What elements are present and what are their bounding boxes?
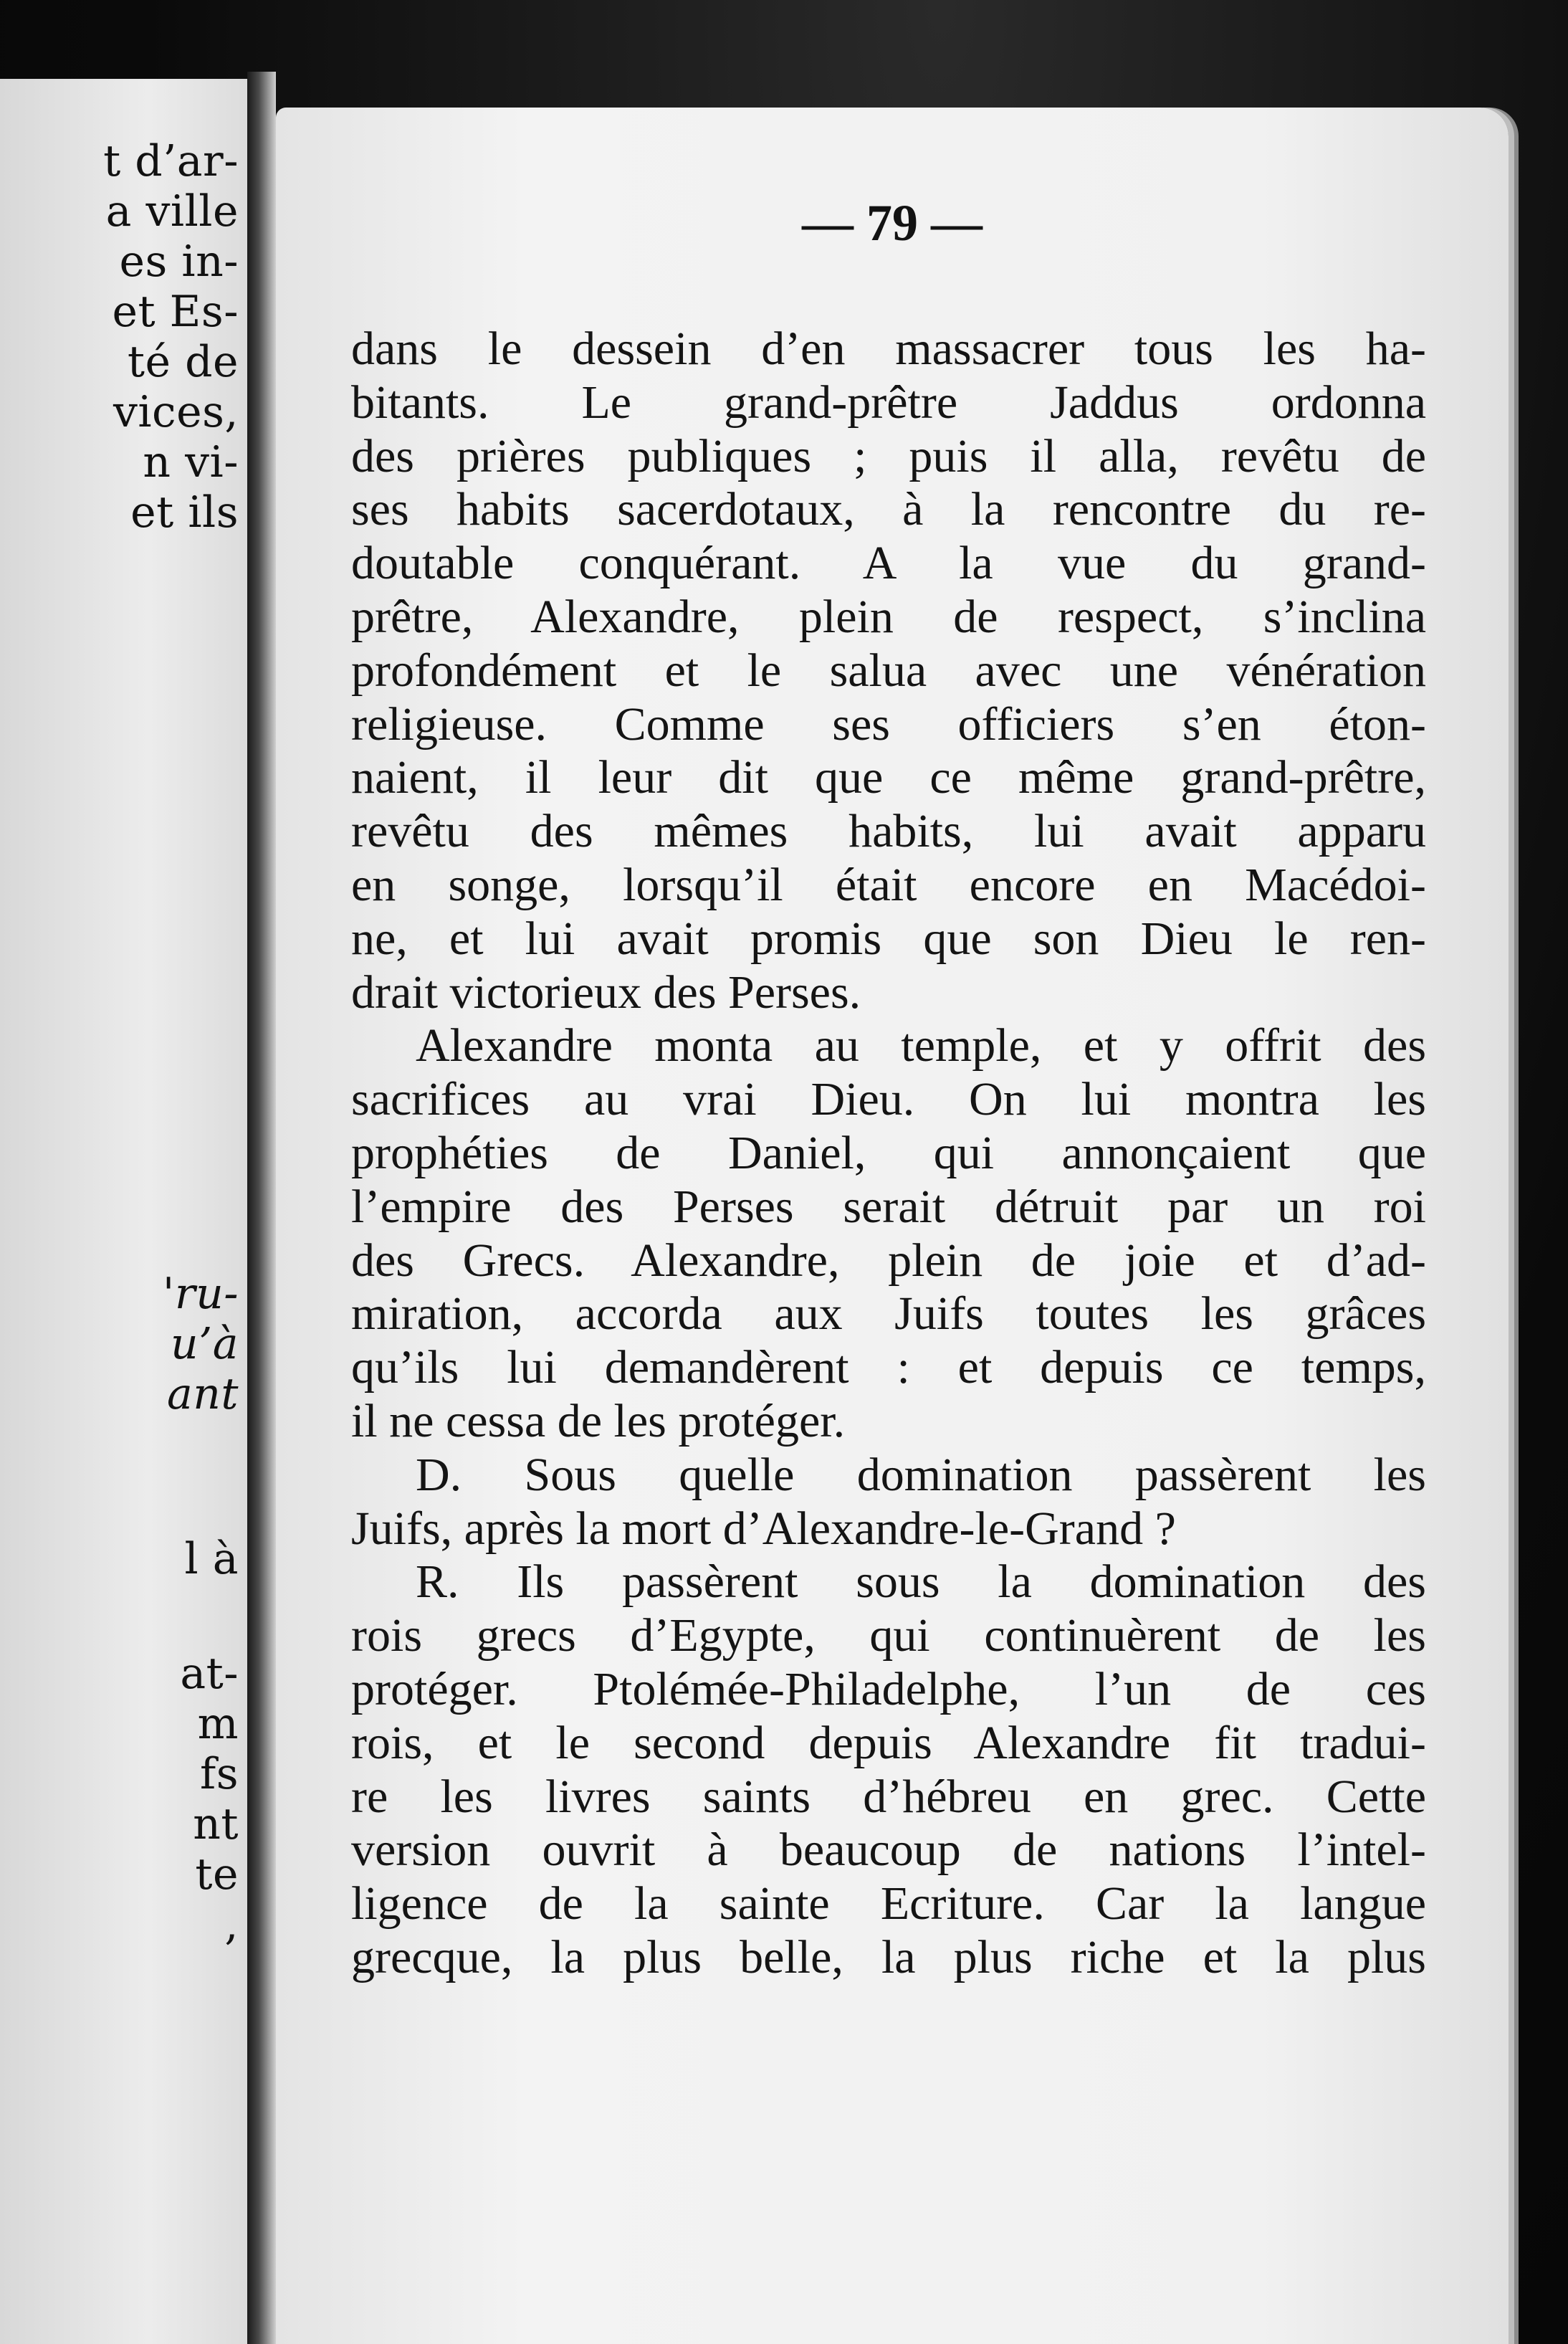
left-page-fragment: t d’ar- (103, 136, 239, 186)
body-text (351, 323, 1426, 1985)
text-line: grecque, la plus belle, la plus riche et la plus (351, 1930, 1426, 1983)
text-line: drait victorieux des Perses. (351, 966, 861, 1019)
text-line: ligence de la sainte Ecriture. Car la langue (351, 1877, 1426, 1930)
text-line: qu’ils lui demandèrent : et depuis ce temps, (351, 1341, 1426, 1394)
left-page-fragment: té de (127, 337, 239, 387)
text-line: rois, et le second depuis Alexandre fit tradui- (351, 1716, 1426, 1769)
text-line: bitants. Le grand-prêtre Jaddus ordonna (351, 376, 1426, 429)
text-line: prêtre, Alexandre, plein de respect, s’inclina (351, 590, 1426, 643)
left-page-fragment: m (197, 1699, 239, 1749)
right-page (276, 108, 1509, 2344)
page-number: — 79 — (802, 194, 983, 252)
left-page-fragment: et ils (130, 487, 239, 538)
text-line: D. Sous quelle domination passèrent les (416, 1448, 1426, 1501)
text-line: naient, il leur dit que ce même grand-prêtre, (351, 751, 1426, 804)
text-line: ses habits sacerdotaux, à la rencontre du re- (351, 483, 1426, 536)
text-line: ne, et lui avait promis que son Dieu le ren- (351, 912, 1426, 965)
text-line: version ouvrit à beaucoup de nations l’intel- (351, 1824, 1426, 1877)
text-line: Juifs, après la mort d’Alexandre-le-Grand ? (351, 1502, 1176, 1555)
text-line: R. Ils passèrent sous la domination des (416, 1555, 1426, 1609)
left-page-fragment: at- (180, 1649, 239, 1699)
text-line: des prières publiques ; puis il alla, revêtu de (351, 429, 1426, 482)
left-page-fragment: nt (193, 1799, 239, 1849)
text-line: doutable conquérant. A la vue du grand- (351, 537, 1426, 590)
text-line: dans le dessein d’en massacrer tous les ha- (351, 323, 1426, 375)
left-page (0, 79, 252, 2344)
text-line: protéger. Ptolémée-Philadelphe, l’un de ces (351, 1662, 1426, 1715)
left-page-fragment: es in- (119, 237, 239, 287)
left-page-fragment: et Es- (112, 287, 239, 337)
book-gutter (247, 72, 276, 2344)
text-line: il ne cessa de les protéger. (351, 1394, 846, 1447)
left-page-fragment: n vi- (143, 437, 239, 487)
text-line: en songe, lorsqu’il était encore en Macédoi- (351, 858, 1426, 911)
text-line: prophéties de Daniel, qui annonçaient que (351, 1126, 1426, 1179)
text-line: des Grecs. Alexandre, plein de joie et d’ad- (351, 1234, 1426, 1287)
left-page-fragment: l à (184, 1534, 239, 1584)
left-page-fragment: 'ru- (162, 1269, 239, 1319)
left-page-fragment: a ville (105, 186, 239, 237)
text-line: rois grecs d’Egypte, qui continuèrent de les (351, 1609, 1426, 1662)
left-page-fragment: ant (166, 1369, 239, 1419)
text-line: profondément et le salua avec une vénération (351, 644, 1426, 697)
text-line: re les livres saints d’hébreu en grec. Cette (351, 1770, 1426, 1823)
left-page-fragment: te (195, 1849, 239, 1900)
text-line: l’empire des Perses serait détruit par un roi (351, 1180, 1426, 1233)
text-line: religieuse. Comme ses officiers s’en éton- (351, 697, 1426, 751)
text-line: miration, accorda aux Juifs toutes les grâces (351, 1287, 1426, 1340)
text-line: sacrifices au vrai Dieu. On lui montra les (351, 1073, 1426, 1126)
text-line: revêtu des mêmes habits, lui avait apparu (351, 805, 1426, 858)
left-page-fragment: u’à (171, 1319, 239, 1369)
text-line: Alexandre monta au temple, et y offrit des (416, 1019, 1426, 1072)
left-page-fragment: vices, (113, 387, 239, 437)
left-page-fragment: fs (200, 1749, 239, 1799)
left-page-fragment: , (224, 1900, 239, 1950)
